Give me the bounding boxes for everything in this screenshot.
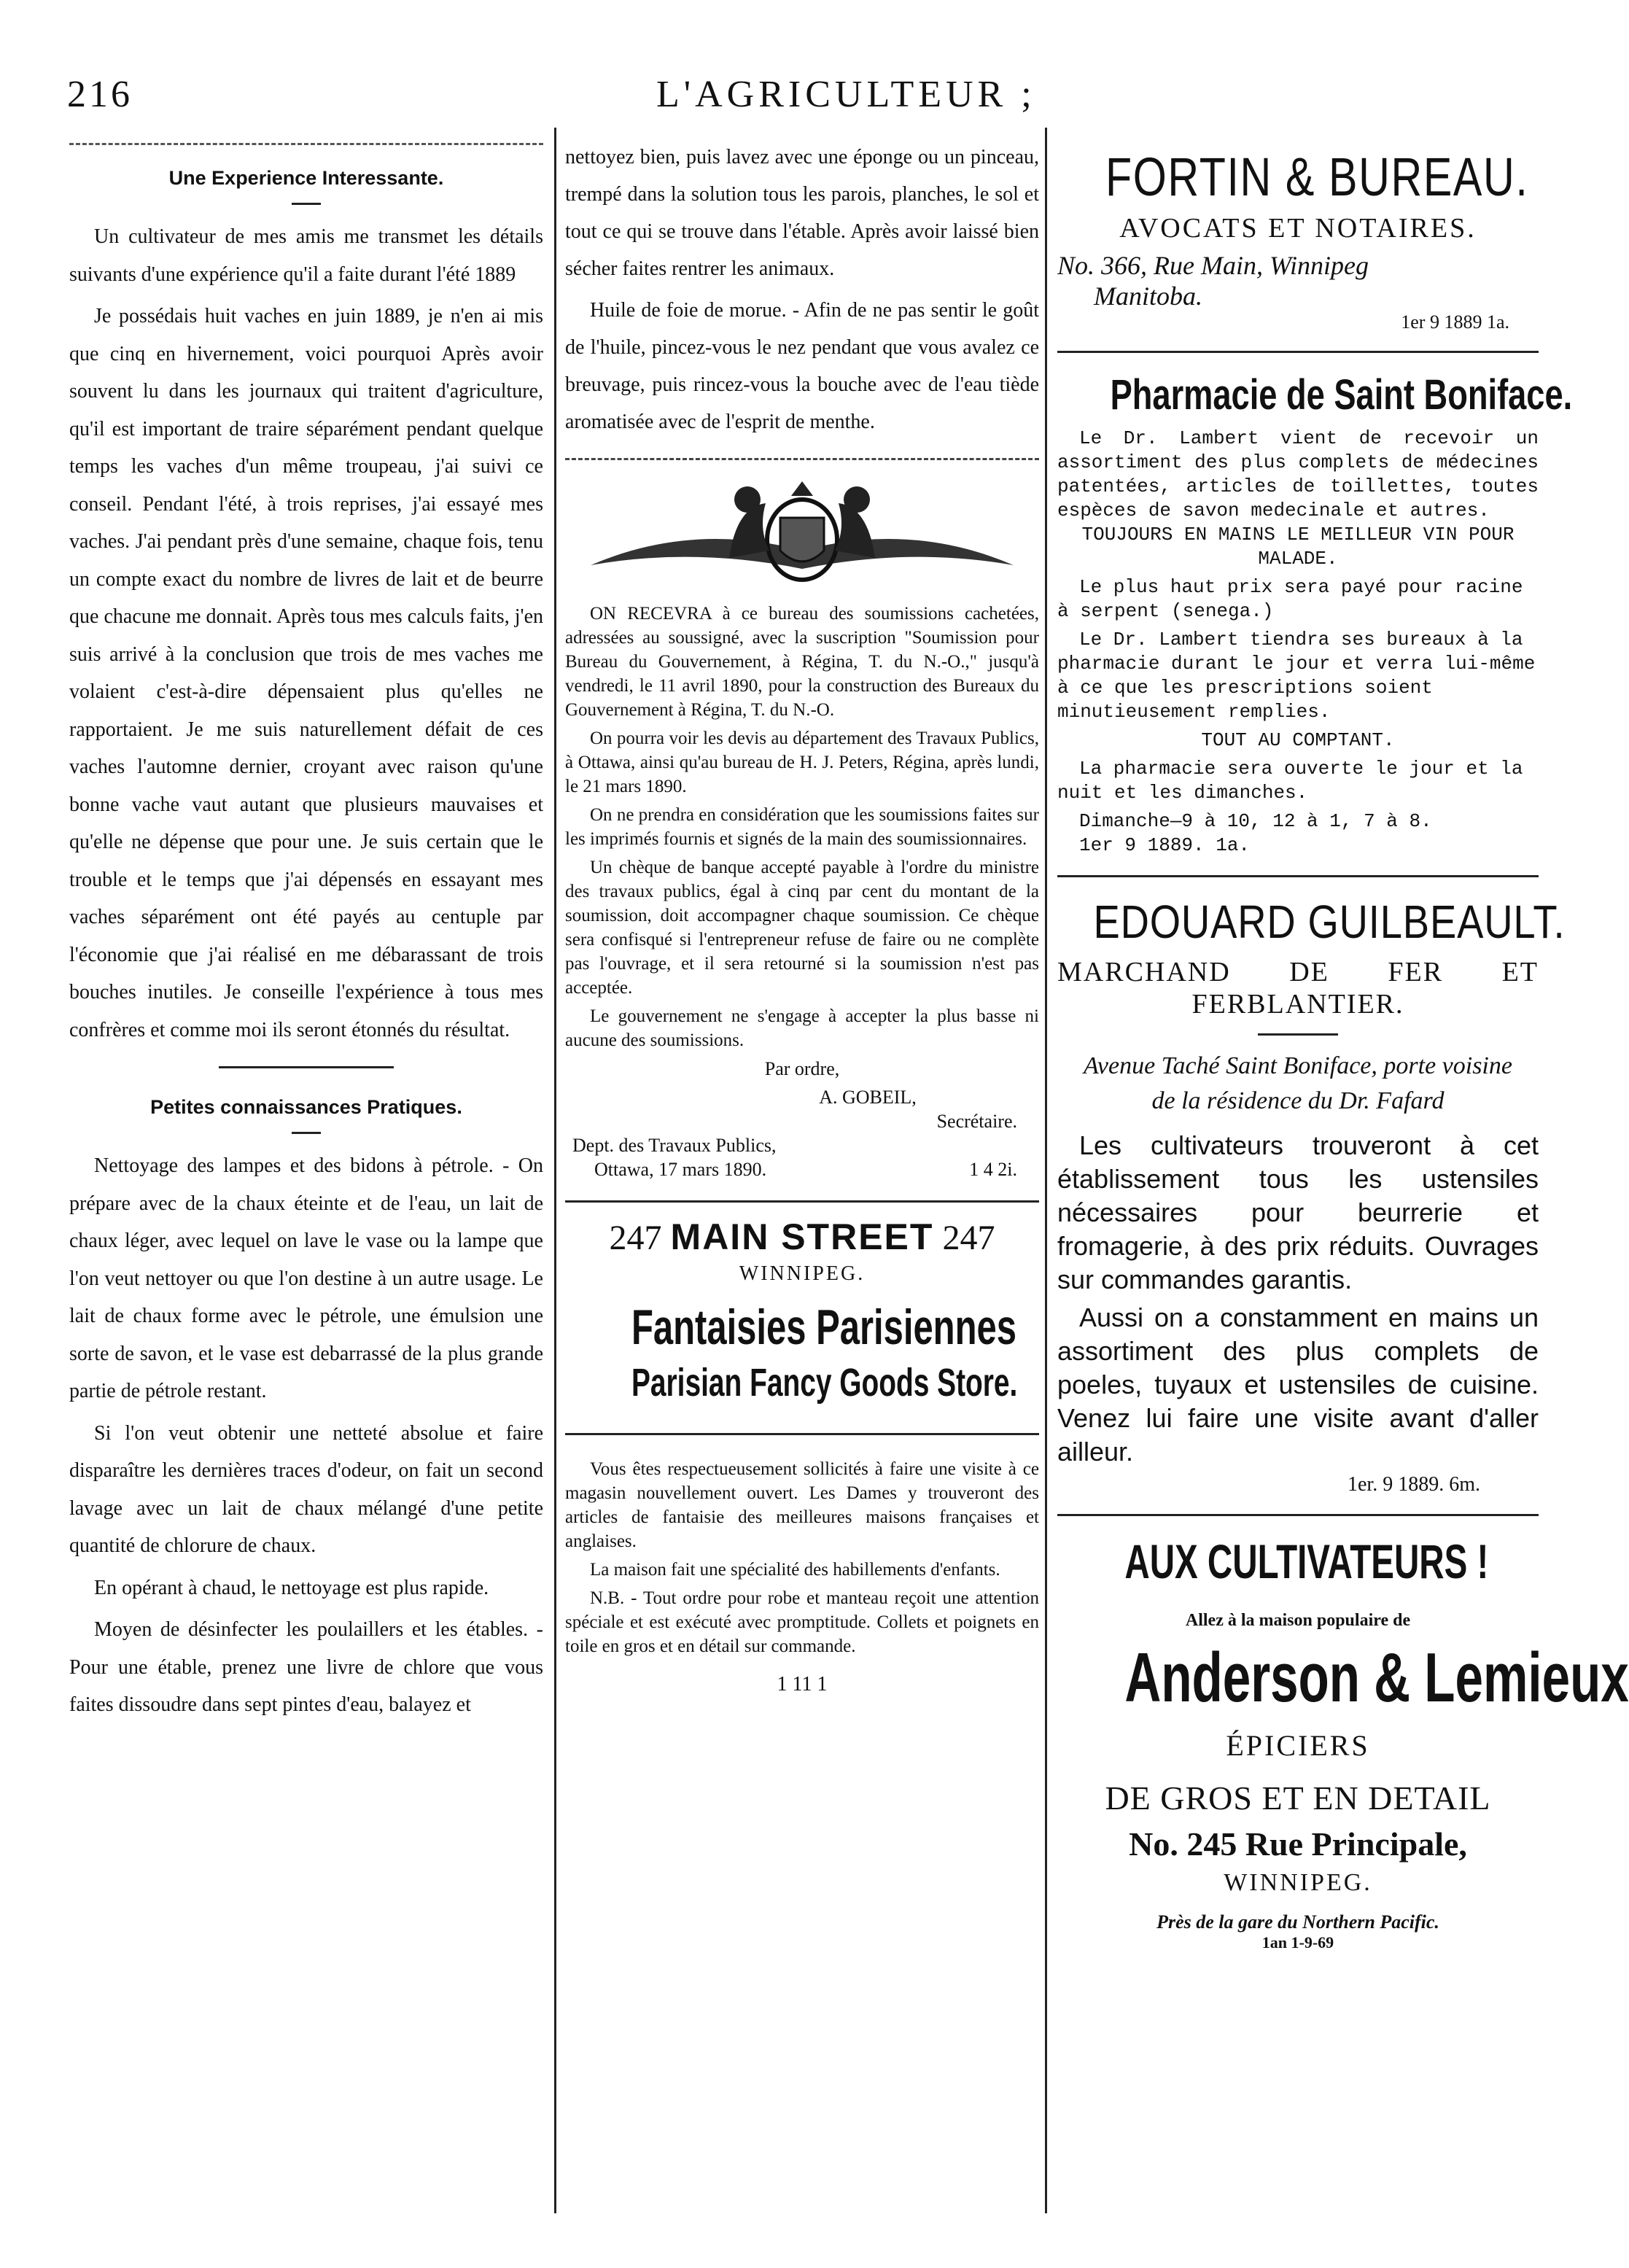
column-1 [69,139,543,2202]
column-divider-2 [1045,128,1047,2213]
journal-title: L'AGRICULTEUR ; [656,74,1036,115]
ad-code: 1 11 1 [777,1673,828,1696]
ad-code: 1er 9 1889 1a. [1401,311,1509,333]
article-title: Une Experience Interessante. [168,167,444,189]
article-paragraph: Je possédais huit vaches en juin 1889, je n'en ai mis que cinq en hivernement, voici pourquoi Après avoir souvent lu dans les journaux qui traitent d'agriculture, qu'il est important de traire séparément pendant quelque temps les vaches d'un même troupeau, j'ai suivi ce conseil. Pendant l'été, à trois reprises, j'ai essayé mes vaches. J'ai pendant près d'une semaine, chaque fois, tenu un compte exact du nombre de livres de lait et de beurre que chacune me donnait. Après tous mes calculs faits, j'en suis arrivé à la conclusion que trois de mes vaches me volaient c'est-à-dire dépensaient plus qu'elles ne rapportaient. Je me suis naturellement défait de ces vaches l'automne dernier, croyant avec raison qu'une bonne vache vaut autant que plusieurs mauvaises et qu'elle ne dépense que pour une. Je suis certain que le trouble et le temps que j'ai dépensés en essayant mes vaches séparément ont été payés au centuple par l'économie que j'ai réalisé en me débarassant de trois bouches inutiles. Je conseille l'expérience à tous mes confrères et comme moi ils seront étonnés du résultat. [69,305,543,1041]
ad-code: 1er 9 1889. 1a. [1079,834,1251,856]
notice-paragraph: Le gouvernement ne s'engage à accepter la plus basse ni aucune des soumissions. [565,1006,1039,1050]
main-street-heading [565,1216,1039,1258]
street-name: MAIN STREET [670,1216,934,1257]
pharmacie-text: Le Dr. Lambert tiendra ses bureaux à la pharmacie durant le jour et verra lui-même à ce que les prescriptions soient minutieusement remplies. [1057,629,1536,723]
article-paragraph: Nettoyage des lampes et des bidons à pétrole. - On prépare avec de la chaux éteinte et de l'eau, un lait de chaux léger, avec lequel on lave le vase ou la lampe que l'on veut nettoyer ou que l'on destine à un autre usage. Le lait de chaux forme avec le pétrole, une émulsion une sorte de savon, et le vase est debarrassé de la plus grande partie de pétrole restant. [69,1154,543,1402]
ad-code: 1an 1-9-69 [1261,1933,1334,1952]
merchant-body [1057,1129,1539,1469]
pharmacie-text: Dimanche—9 à 10, 12 à 1, 7 à 8. [1079,810,1432,832]
guilbeault-ad [1057,895,1566,1496]
article-paragraph: Un cultivateur de mes amis me transmet les détails suivants d'une expérience qu'il a faite durant l'été 1889 [69,225,543,286]
ad-code: 1er. 9 1889. 6m. [1348,1473,1480,1496]
divider [565,458,1039,460]
article-paragraph: Huile de foie de morue. - Afin de ne pas sentir le goût de l'huile, pincez-vous le nez pendant que vous avalez ce breuvage, puis rincez-vous la bouche avec de l'eau tiède aromatisée avec de l'esprit de menthe. [565,299,1039,433]
divider [292,1132,321,1134]
page-number: 216 [67,74,133,115]
pharmacie-ad [1057,370,1573,858]
article-paragraph: Si l'on veut obtenir une netteté absolue et faire disparaître les dernières traces d'odeur, on fait un second lavage avec un lait de chaux mélangé d'une petite quantité de chlorure de chaux. [69,1421,543,1557]
ad-paragraph: N.B. - Tout ordre pour robe et manteau reçoit une attention spéciale et est exécuté avec promptitude. Collets et poignets en toile en gros et en détail sur commande. [565,1588,1039,1656]
anderson-name: Anderson & Lemieux [1124,1639,1629,1717]
store-subtitle: Parisian Fancy Goods Store. [631,1361,1018,1405]
pharmacie-text: Le Dr. Lambert vient de recevoir un assortiment des plus complets de médecines patentées, articles de toillettes, toutes espèces de savon medecinale et autres. [1057,427,1539,521]
pharmacie-text: La pharmacie sera ouverte le jour et la nuit et les dimanches. [1057,758,1523,804]
divider [1258,1033,1338,1036]
firm-address-line2: Manitoba. [1094,281,1202,311]
article-paragraph: nettoyez bien, puis lavez avec une éponge ou un pinceau, trempé dans la solution tous les parois, planches, le sol et tout ce qui se trouve dans l'étable. Après avoir laissé bien sécher faites rentrer les animaux. [565,146,1039,280]
anderson-address: No. 245 Rue Principale, [1129,1825,1467,1863]
merchant-address: Avenue Taché Saint Boniface, porte voisine de la résidence du Dr. Fafard [1084,1052,1512,1114]
ad-city: WINNIPEG. [739,1262,866,1285]
firm-address-line: No. 366, Rue Main, Winnipeg [1057,251,1369,280]
article-title: Petites connaissances Pratiques. [150,1096,462,1118]
coat-of-arms-icon [583,478,1021,587]
fortin-ad [1057,146,1539,333]
column-divider-1 [554,128,556,2213]
tender-notice [565,602,1039,1181]
notice-paragraph: On ne prendra en considération que les soumissions faites sur les imprimés fournis et signés de la main des soumissionnaires. [565,805,1039,849]
article-paragraph: En opérant à chaud, le nettoyage est plus rapide. [94,1576,489,1599]
pharmacie-body [1057,427,1539,858]
anderson-intro: Allez à la maison populaire de [1185,1611,1411,1630]
divider [565,1433,1039,1435]
notice-paragraph: Un chèque de banque accepté payable à l'ordre du ministre des travaux publics, égal à cinq par cent du montant de la soumission, doit accompagner chaque soumission. Ce chèque sera confisqué si l'entrepreneur refuse de faire ou ne complète pas l'ouvrage, et il sera retourné si la soumission n'est pas acceptée. [565,858,1039,998]
merchant-text: Aussi on a constamment en mains un assortiment des plus complets de poeles, tuyaux et ustensiles de cuisine. Venez lui faire une visite avant d'aller ailleur. [1057,1302,1539,1467]
signatory-title: Secrétaire. [936,1111,1017,1132]
pharmacie-text: TOUJOURS EN MAINS LE MEILLEUR VIN POUR MALADE. [1081,524,1515,570]
main-street-ad [565,1216,1039,1696]
firm-address [1057,250,1539,281]
divider [1057,351,1539,353]
divider [565,1200,1039,1203]
page-header [29,58,1553,139]
dept-date: Ottawa, 17 mars 1890. [594,1159,767,1180]
signatory: A. GOBEIL, [819,1087,917,1108]
column-2 [565,139,1039,2202]
firm-subtitle: AVOCATS ET NOTAIRES. [1119,213,1477,244]
firm-name: FORTIN & BUREAU. [1105,147,1529,207]
street-number: 247 [609,1219,662,1257]
dept-date-row [565,1157,1039,1181]
column-3 [1057,139,1629,2202]
anderson-headline: AUX CULTIVATEURS ! [1124,1534,1489,1588]
ad-paragraph: Vous êtes respectueusement sollicités à faire une visite à ce magasin nouvellement ouvert. Les Dames y trouveront des articles de fantaisie des meilleures maisons françaises et anglaises. [565,1459,1039,1551]
divider [219,1066,394,1068]
divider [1057,1514,1539,1516]
notice-paragraph: On pourra voir les devis au département des Travaux Publics, à Ottawa, ainsi qu'au bureau de H. J. Peters, Régina, après lundi, le 21 mars 1890. [565,729,1039,796]
notice-paragraph: ON RECEVRA à ce bureau des soumissions cachetées, adressées au soussigné, avec la suscription "Soumission pour Bureau du Gouvernement, à Régina, T. du N.-O.," jusqu'à vendredi, le 11 avril 1890, pour la construction des Bureaux du Gouvernement à Régina, T. du N.-O. [565,604,1039,720]
anderson-ad [1057,1534,1629,1952]
notice-code: 1 4 2i. [969,1159,1017,1180]
divider [292,203,321,205]
header-rule [69,143,543,145]
anderson-trade: ÉPICIERS [1226,1729,1370,1762]
anderson-near: Près de la gare du Northern Pacific. [1156,1911,1439,1933]
merchant-trade: FERBLANTIER. [1191,989,1404,1020]
merchant-name: EDOUARD GUILBEAULT. [1093,896,1566,948]
dept-line: Dept. des Travaux Publics, [572,1135,777,1156]
divider [1057,875,1539,877]
article-paragraph: Moyen de désinfecter les poulaillers et les étables. - Pour une étable, prenez une livre de chlore que vous faites dissoudre dans sept pintes d'eau, balayez et [69,1618,543,1716]
anderson-sub: DE GROS ET EN DETAIL [1105,1779,1491,1817]
anderson-city: WINNIPEG. [1224,1869,1372,1896]
street-number: 247 [942,1219,995,1257]
pharmacie-title: Pharmacie de Saint Boniface. [1110,371,1573,419]
pharmacie-text: TOUT AU COMPTANT. [1201,729,1395,751]
par-ordre: Par ordre, [764,1058,840,1079]
merchant-trade: MARCHAND DE FER ET [1057,957,1539,987]
pharmacie-text: Le plus haut prix sera payé pour racine à serpent (senega.) [1057,576,1523,622]
ad-paragraph: La maison fait une spécialité des habillements d'enfants. [590,1560,1000,1580]
merchant-text: Les cultivateurs trouveront à cet établissement tous les ustensiles nécessaires pour beurrerie et fromagerie, à des prix réduits. Ouvrages sur commandes garantis. [1057,1130,1539,1294]
store-title: Fantaisies Parisiennes [631,1300,1016,1355]
